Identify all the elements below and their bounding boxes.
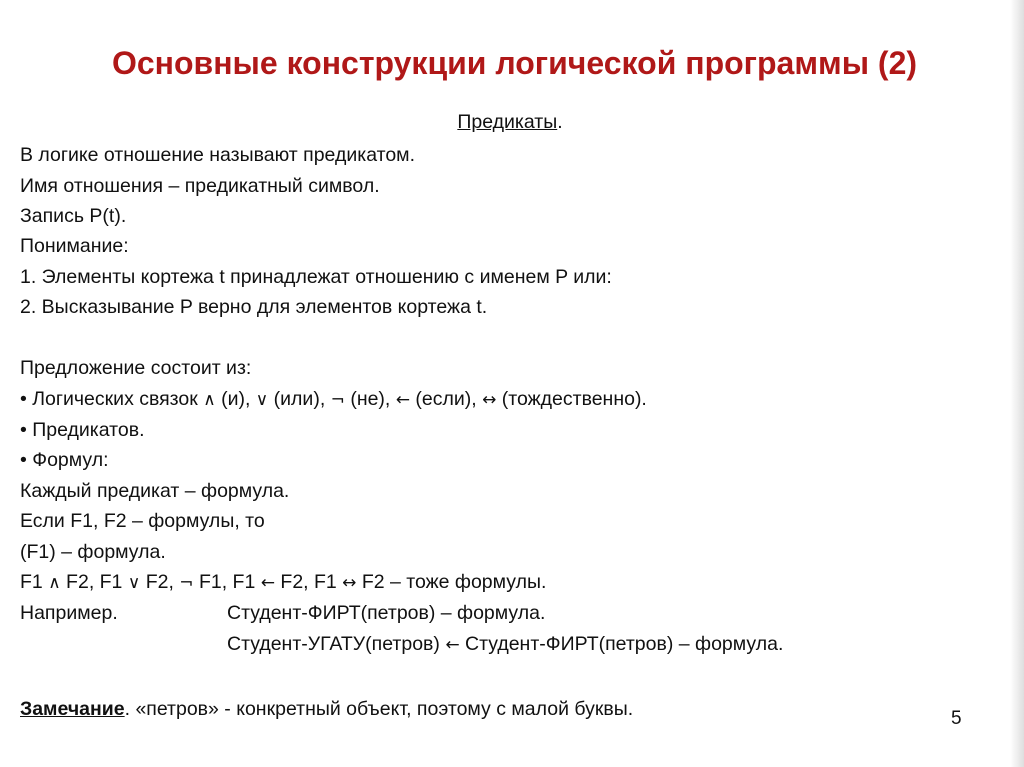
not-symbol-icon: ¬ [179, 573, 194, 593]
text-line: Предложение состоит из: [20, 357, 252, 379]
text-span: F2, [140, 571, 180, 593]
text-span: F2, F1 [274, 571, 343, 593]
or-symbol-icon: ∨ [127, 573, 141, 593]
text-line: • Предикатов. [20, 419, 145, 441]
example-line-1: Студент-ФИРТ(петров) – формула. [227, 602, 546, 624]
formulas-line [20, 570, 546, 595]
text-span: (или), [268, 388, 331, 410]
text-line: Имя отношения – предикатный символ. [20, 175, 380, 197]
text-line: В логике отношение называют предикатом. [20, 144, 415, 166]
if-arrow-icon: ← [395, 390, 411, 410]
text-span: Студент-УГАТУ(петров) [227, 633, 446, 655]
page-number: 5 [951, 708, 962, 729]
example-line-2 [227, 632, 783, 657]
text-line: Каждый предикат – формула. [20, 480, 290, 502]
text-span: Студент-ФИРТ(петров) – формула. [459, 633, 784, 655]
text-span: (тождественно). [496, 388, 647, 410]
text-span: F2 – тоже формулы. [356, 571, 547, 593]
note-line [20, 697, 633, 721]
text-span: • Логических связок [20, 388, 204, 410]
text-line: 2. Высказывание P верно для элементов кортежа t. [20, 296, 488, 318]
if-arrow-icon: ← [445, 635, 460, 655]
note-text: . «петров» - конкретный объект, поэтому с малой буквы. [124, 698, 634, 720]
section-heading-dot: . [557, 111, 563, 133]
text-span: (не), [344, 388, 396, 410]
text-span: (и), [215, 388, 256, 410]
text-line: Понимание: [20, 235, 129, 257]
text-span: F1, F1 [193, 571, 261, 593]
text-line: Если F1, F2 – формулы, то [20, 510, 265, 532]
connectives-line [20, 387, 647, 412]
or-symbol-icon: ∨ [255, 390, 269, 410]
if-arrow-icon: ← [260, 573, 275, 593]
slide-title: Основные конструкции логической программы (2) [111, 45, 918, 81]
and-symbol-icon: ∧ [203, 390, 216, 410]
example-label: Например. [20, 602, 118, 624]
text-span: F1 [20, 571, 49, 593]
and-symbol-icon: ∧ [48, 573, 61, 593]
note-label: Замечание [20, 698, 125, 720]
section-heading [0, 110, 1010, 134]
slide-edge-shadow [1010, 0, 1024, 767]
text-span: (если), [410, 388, 483, 410]
text-line: 1. Элементы кортежа t принадлежат отношению с именем P или: [20, 266, 612, 288]
text-line: • Формул: [20, 449, 109, 471]
not-symbol-icon: ¬ [330, 390, 345, 410]
iff-arrow-icon: ↔ [342, 573, 357, 593]
text-span: F2, F1 [60, 571, 128, 593]
iff-arrow-icon: ↔ [482, 390, 497, 410]
text-line: Запись P(t). [20, 205, 127, 227]
section-heading-text: Предикаты [457, 111, 558, 133]
text-line: (F1) – формула. [20, 541, 166, 563]
